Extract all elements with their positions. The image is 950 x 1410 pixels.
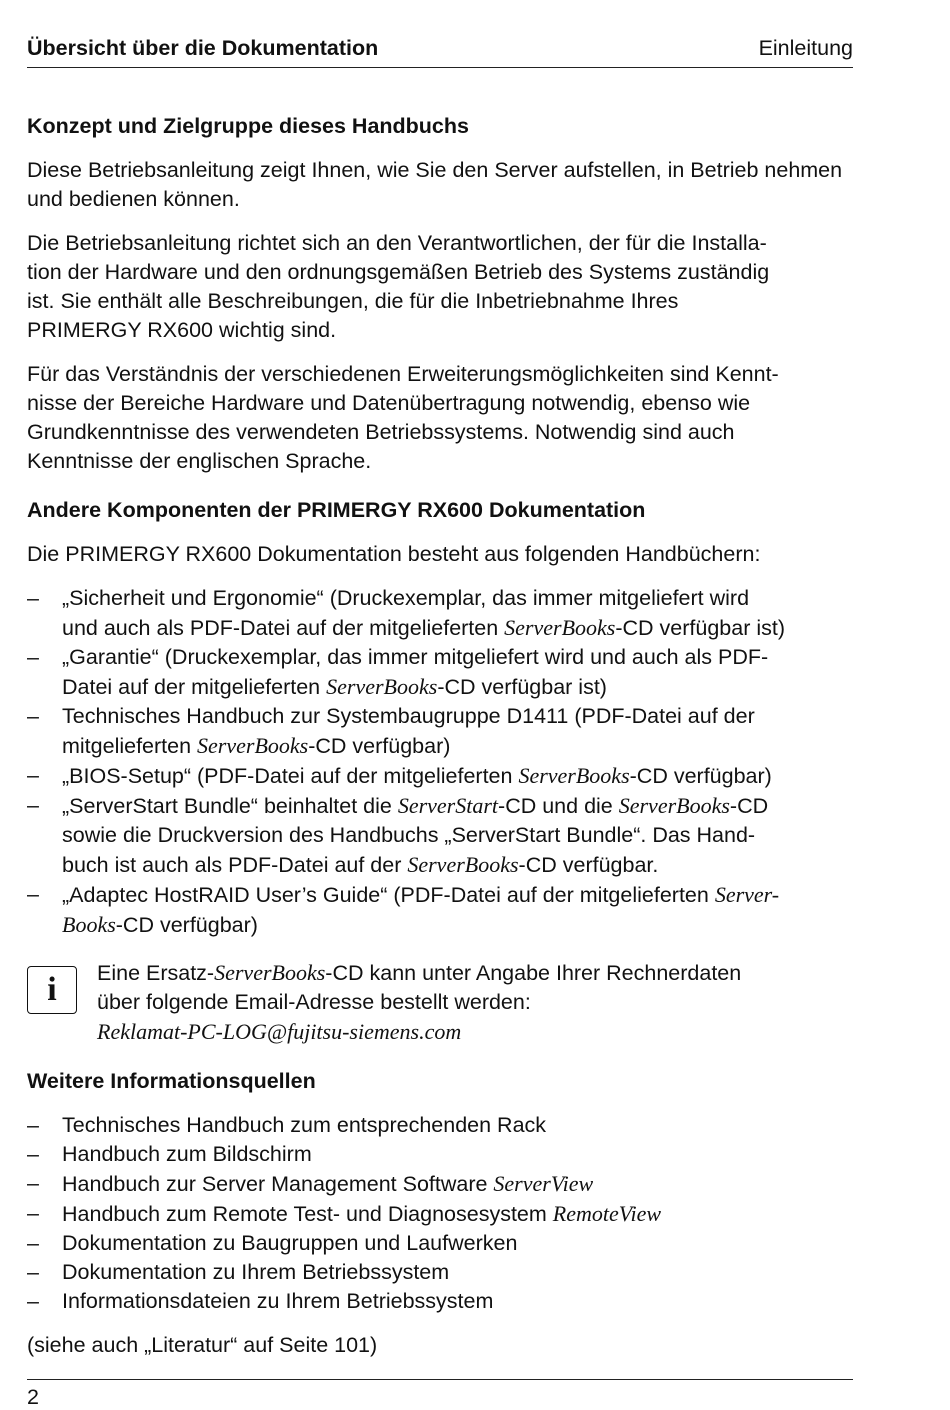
- list-item: – „Garantie“ (Druckexemplar, das immer mitgeliefert wird und auch als PDF- Datei auf der mitgelieferten ServerBooks-CD verfügbar ist): [27, 645, 769, 699]
- list-item: – Technisches Handbuch zur Systembaugruppe D1411 (PDF-Datei auf der mitgelieferten ServerBooks-CD verfügbar): [27, 704, 755, 758]
- list-item: – Dokumentation zu Baugruppen und Laufwerken: [27, 1231, 518, 1255]
- components-intro: Die PRIMERGY RX600 Dokumentation besteht aus folgenden Handbüchern:: [27, 542, 761, 566]
- list-item: – „Sicherheit und Ergonomie“ (Druckexemplar, das immer mitgeliefert wird und auch als PDF-Datei auf der mitgelieferten ServerBooks-CD verfügbar ist): [27, 586, 786, 640]
- list-item: – Technisches Handbuch zum entsprechenden Rack: [27, 1113, 547, 1137]
- footer-rule: [27, 1379, 853, 1380]
- list-item: – Informationsdateien zu Ihrem Betriebssystem: [27, 1289, 494, 1313]
- list-item: – Handbuch zum Bildschirm: [27, 1142, 312, 1166]
- further-list: [27, 1111, 853, 1316]
- see-also-reference: (siehe auch „Literatur“ auf Seite 101): [27, 1333, 378, 1357]
- support-email: Reklamat-PC-LOG@fujitsu-siemens.com: [97, 1019, 462, 1044]
- concept-paragraph-3: Für das Verständnis der verschiedenen Erweiterungsmöglichkeiten sind Kennt- nisse der Bereiche Hardware und Datenübertragung notwendig, ebenso wie Grundkenntnisse des verwendeten Betriebssystems. Notwendig sind auch Kenntnisse der englischen Sprache.: [27, 362, 779, 473]
- header-rule: [27, 67, 853, 68]
- list-item: – Dokumentation zu Ihrem Betriebssystem: [27, 1260, 450, 1284]
- concept-paragraph-1: Diese Betriebsanleitung zeigt Ihnen, wie Sie den Server aufstellen, in Betrieb nehmen und bedienen können.: [27, 158, 843, 211]
- page-number: 2: [27, 1385, 39, 1409]
- list-item: – Handbuch zur Server Management Software ServerView: [27, 1171, 594, 1196]
- list-item: – „ServerStart Bundle“ beinhaltet die ServerStart-CD und die ServerBooks-CD sowie die Druckversion des Handbuchs „ServerStart Bundle“. Das Hand- buch ist auch als PDF-Datei auf der ServerBooks-CD verfügbar.: [27, 793, 769, 877]
- list-item: – „Adaptec HostRAID User’s Guide“ (PDF-Datei auf der mitgelieferten Server- Books-CD verfügbar): [27, 882, 780, 937]
- running-header: [27, 36, 853, 61]
- header-chapter-title: Einleitung: [758, 36, 853, 60]
- concept-heading: Konzept und Zielgruppe dieses Handbuchs: [27, 114, 469, 138]
- list-item: – Handbuch zum Remote Test- und Diagnosesystem RemoteView: [27, 1201, 662, 1226]
- concept-paragraph-2: Die Betriebsanleitung richtet sich an den Verantwortlichen, der für die Installa- tion der Hardware und den ordnungsgemäßen Betrieb des Systems zuständig ist. Sie enthält alle Beschreibungen, die für die Inbetriebnahme Ihres PRIMERGY RX600 wichtig sind.: [27, 231, 770, 342]
- components-list: [27, 584, 853, 940]
- list-item: – „BIOS-Setup“ (PDF-Datei auf der mitgelieferten ServerBooks-CD verfügbar): [27, 763, 772, 788]
- components-heading: Andere Komponenten der PRIMERGY RX600 Dokumentation: [27, 498, 646, 522]
- info-note-text: Eine Ersatz-ServerBooks-CD kann unter Angabe Ihrer Rechnerdaten über folgende Email-Adresse bestellt werden: Reklamat-PC-LOG@fujitsu-siemens.com: [97, 960, 742, 1044]
- info-note: [27, 958, 853, 1047]
- further-heading: Weitere Informationsquellen: [27, 1069, 316, 1093]
- header-section-title: Übersicht über die Dokumentation: [27, 36, 379, 60]
- info-icon: i: [27, 966, 77, 1014]
- page-content: [27, 112, 853, 1375]
